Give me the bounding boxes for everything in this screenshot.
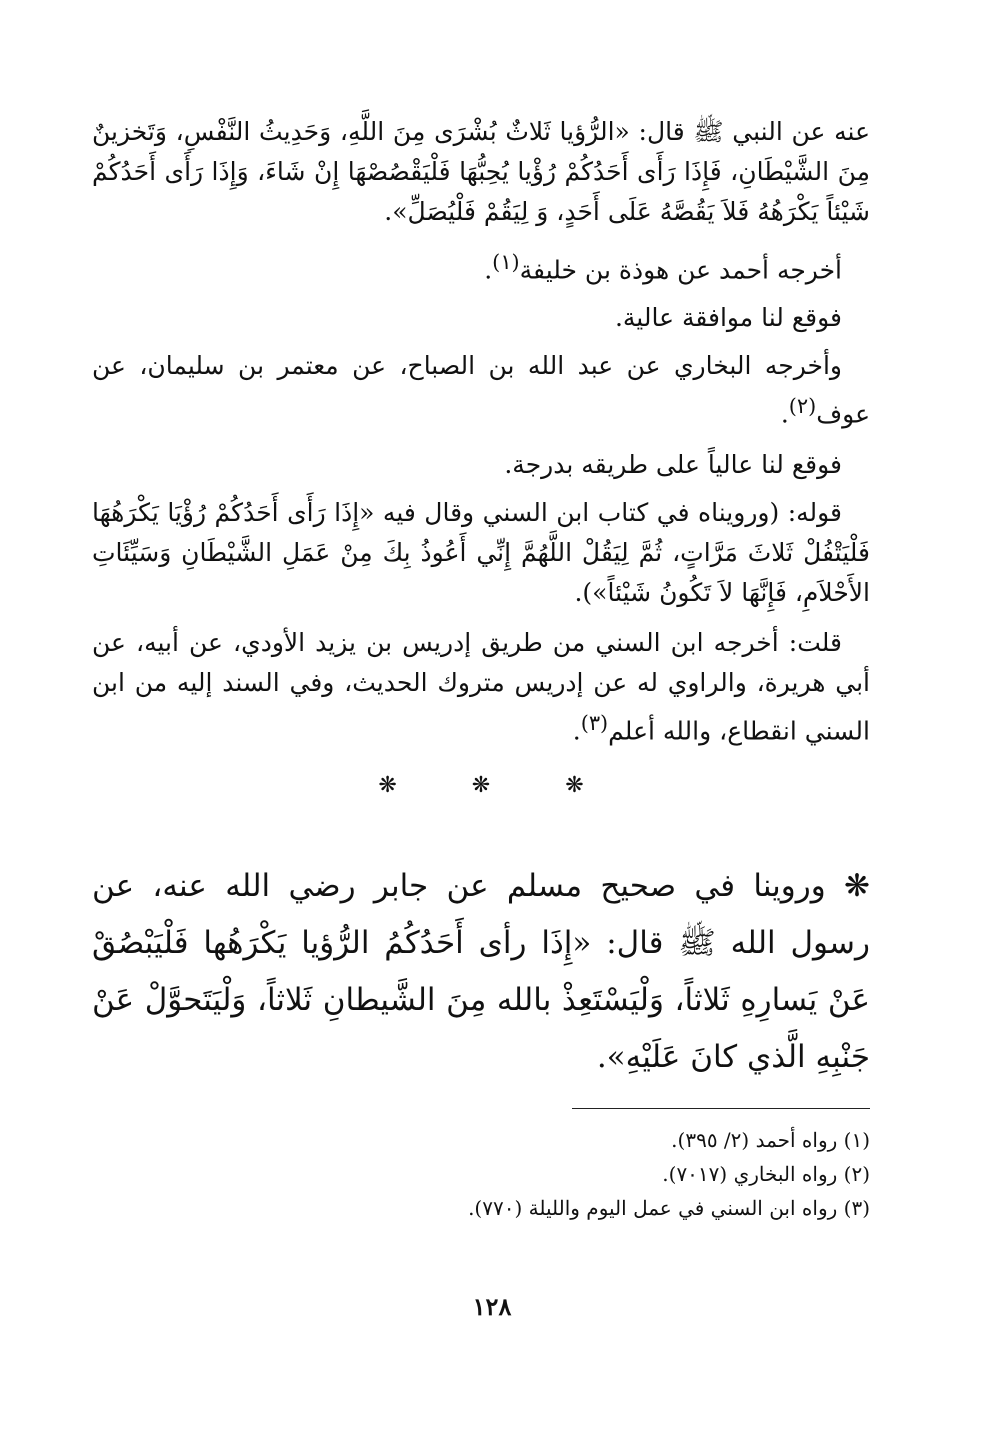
paragraph-7: قلت: أخرجه ابن السني من طريق إدريس بن يزيد الأودي، عن أبيه، عن أبي هريرة، والراوي له عن إدريس متروك الحديث، وفي السند إليه من ابن السني انقطاع، والله أعلم bbox=[92, 627, 870, 745]
star-ornament-icon: ❋ bbox=[471, 772, 491, 798]
page-body bbox=[92, 112, 870, 1225]
footnote-ref-2: (٢) bbox=[788, 394, 817, 419]
commentary-paragraph: قلت: أخرجه ابن السني من طريق إدريس بن يزيد الأودي، عن أبيه، عن أبي هريرة، والراوي له عن إدريس متروك الحديث، وفي السند إليه من ابن السني انقطاع، والله أعلم$^{(٣)}$. bbox=[92, 627, 870, 745]
footnotes bbox=[92, 1123, 870, 1225]
star-ornament-icon: ❋ bbox=[565, 772, 584, 798]
paragraph-4: وأخرجه البخاري عن عبد الله بن الصباح، عن معتمر بن سليمان، عن عوف bbox=[92, 351, 870, 429]
paragraph-6: قوله: (ورويناه في كتاب ابن السني وقال فيه «إِذَا رَأَى أَحَدُكُمْ رُؤْيَا يَكْرَهُهَا فَلْيَتْفُلْ ثَلاثَ مَرَّاتٍ، ثُمَّ لِيَقُلْ اللَّهُمَّ إِنِّي أَعُوذُ بِكَ مِنْ عَمَلِ الشَّيْطَانِ وَسَيِّئَاتِ الأَحْلاَمِ، فَإِنَّهَا لاَ تَكُونُ شَيْئاً»). bbox=[92, 497, 870, 607]
paragraph-2: أخرجه أحمد عن هوذة بن خليفة bbox=[519, 255, 842, 285]
paragraph-5: فوقع لنا عالياً على طريقه بدرجة. bbox=[504, 449, 842, 479]
note-paragraph-2 bbox=[92, 445, 870, 485]
quote-paragraph bbox=[92, 493, 870, 613]
footnote-ref-1: (١) bbox=[492, 250, 520, 274]
main-hadith-text: ❋ وروينا في صحيح مسلم عن جابر رضي الله عنه، عن رسول الله ﷺ قال: «إِذَا رأى أَحَدُكُمُ الرُّؤيا يَكْرَهُها فَلْيَبْصُقْ عَنْ يَسارِهِ ثَلاثاً، وَلْيَسْتَعِذْ بالله مِنَ الشَّيطانِ ثَلاثاً، وَلْيَتَحوَّلْ عَنْ جَنْبِهِ الَّذي كانَ عَلَيْهِ». bbox=[92, 867, 870, 1075]
note-paragraph-1 bbox=[92, 298, 870, 338]
main-hadith-paragraph bbox=[92, 858, 870, 1086]
footnote-ref-3: (٣) bbox=[580, 710, 609, 735]
footnote-divider bbox=[572, 1108, 870, 1109]
takhrij-ahmad-paragraph: أخرجه أحمد عن هوذة بن خليفة$^{(١)}$. bbox=[484, 250, 842, 285]
paragraph-1: عنه عن النبي ﷺ قال: «الرُّؤيا ثَلاثٌ بُشْرَى مِنَ اللَّهِ، وَحَدِيثُ النَّفْسِ، وَتَخزينٌ مِنَ الشَّيْطَانِ، فَإِذَا رَأَى أَحَدُكُمْ رُؤْيا يُحِبُّهَا فَلْيَقْصُصْهَا إِنْ شَاءَ، وَإِذَا رَأَى أَحَدُكُمْ شَيْئاً يَكْرَهُهُ فَلاَ يَقُصَّهُ عَلَى أَحَدٍ، وَ لِيَقُمْ فَلْيُصَلِّ». bbox=[92, 117, 870, 226]
footnote-1: (١) رواه أحمد (٢/ ٣٩٥). bbox=[671, 1127, 870, 1152]
footnote-2: (٢) رواه البخاري (٧٠١٧). bbox=[662, 1161, 870, 1186]
paragraph-3: فوقع لنا موافقة عالية. bbox=[614, 303, 842, 333]
takhrij-bukhari-paragraph: وأخرجه البخاري عن عبد الله بن الصباح، عن معتمر بن سليمان، عن عوف$^{(٢)}$. bbox=[92, 351, 870, 429]
hadith-text-paragraph bbox=[92, 112, 870, 232]
section-separator bbox=[92, 773, 870, 798]
footnote-3: (٣) رواه ابن السني في عمل اليوم والليلة (٧٧٠). bbox=[468, 1195, 870, 1220]
page-number: ١٢٨ bbox=[472, 1292, 512, 1321]
star-ornament-icon: ❋ bbox=[378, 772, 397, 798]
